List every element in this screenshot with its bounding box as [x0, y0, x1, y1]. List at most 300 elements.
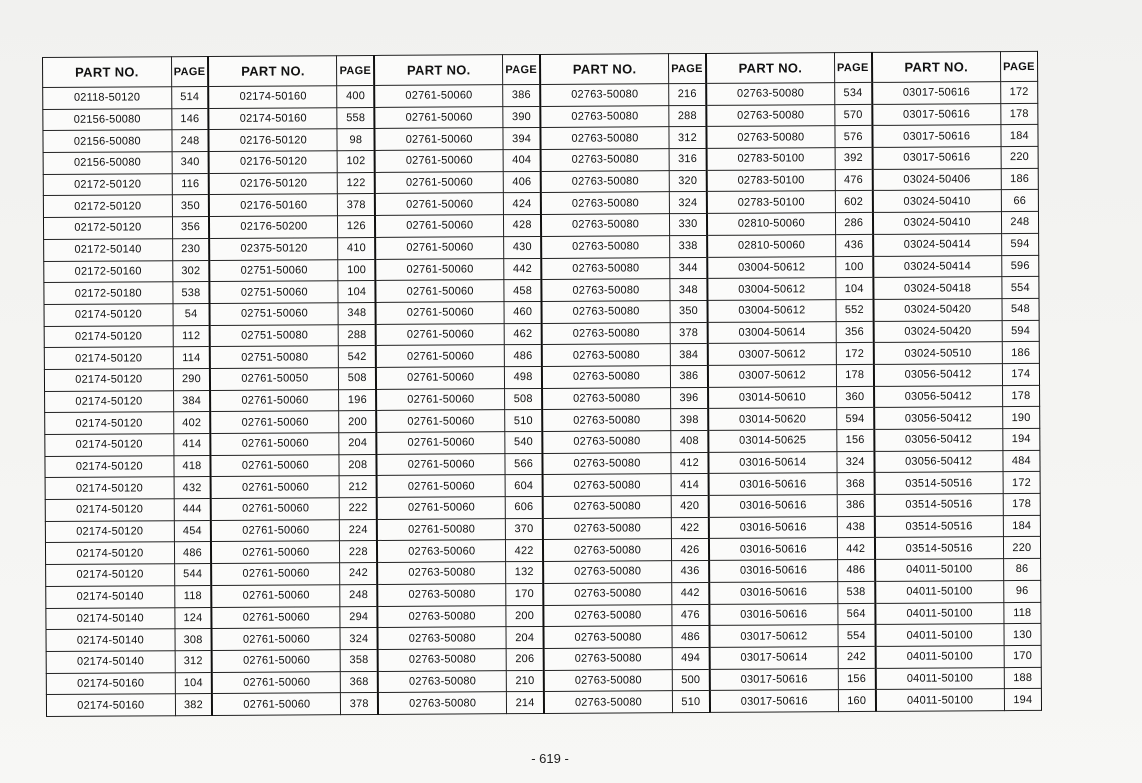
page-cell: 242 — [838, 646, 875, 668]
page-cell: 286 — [835, 213, 872, 235]
part-number-cell: 02763-50080 — [378, 670, 507, 692]
part-number-cell: 02763-50080 — [542, 474, 671, 496]
page-cell: 436 — [672, 561, 709, 583]
part-number-cell: 02763-50080 — [540, 105, 669, 127]
page-cell: 130 — [1004, 624, 1041, 646]
part-number-cell: 02763-50080 — [706, 83, 835, 105]
part-number-cell: 03024-50414 — [873, 233, 1002, 255]
page-cell: 564 — [838, 603, 875, 625]
part-number-cell: 03024-50406 — [872, 168, 1001, 190]
page-cell: 378 — [338, 194, 375, 216]
page-cell: 604 — [505, 475, 542, 497]
part-number-cell: 02763-50080 — [542, 431, 671, 453]
page-cell: 408 — [671, 430, 708, 452]
part-number-cell: 03024-50410 — [872, 190, 1001, 212]
part-number-cell: 02174-50120 — [44, 325, 173, 347]
page-cell: 412 — [671, 452, 708, 474]
part-number-cell: 02761-50060 — [212, 585, 341, 607]
page-cell: 338 — [670, 235, 707, 257]
page-cell: 382 — [175, 694, 212, 716]
part-number-cell: 03016-50616 — [709, 581, 838, 603]
page-cell: 420 — [671, 495, 708, 517]
page-cell: 248 — [340, 584, 377, 606]
part-number-cell: 02761-50060 — [211, 498, 340, 520]
page-cell: 122 — [338, 172, 375, 194]
part-number-cell: 02761-50060 — [375, 280, 504, 302]
part-no-header: PART NO. — [374, 55, 503, 86]
page-cell: 454 — [174, 520, 211, 542]
part-number-cell: 02761-50060 — [376, 323, 505, 345]
page-cell: 98 — [337, 129, 374, 151]
part-number-cell: 02761-50060 — [376, 367, 505, 389]
page-cell: 486 — [672, 626, 709, 648]
table-body — [43, 81, 1042, 716]
page-cell: 494 — [672, 647, 709, 669]
part-number-cell: 03016-50616 — [708, 495, 837, 517]
part-number-cell: 02172-50140 — [44, 239, 173, 261]
part-number-cell: 03017-50612 — [709, 625, 838, 647]
page-cell: 102 — [338, 151, 375, 173]
page-cell: 486 — [505, 345, 542, 367]
part-number-cell: 03016-50616 — [709, 516, 838, 538]
part-number-cell: 02761-50060 — [374, 106, 503, 128]
part-number-cell: 02763-50060 — [377, 540, 506, 562]
part-number-cell: 02761-50060 — [376, 345, 505, 367]
page-cell: 288 — [669, 105, 706, 127]
page-cell: 360 — [836, 386, 873, 408]
part-number-cell: 03514-50516 — [874, 494, 1003, 516]
page-cell: 554 — [838, 625, 875, 647]
page-cell: 200 — [339, 411, 376, 433]
page-cell: 348 — [338, 302, 375, 324]
page-cell: 384 — [670, 344, 707, 366]
part-number-cell: 02174-50160 — [46, 694, 175, 717]
part-number-cell: 02763-50080 — [541, 257, 670, 279]
page-cell: 542 — [339, 346, 376, 368]
part-number-cell: 02763-50080 — [543, 496, 672, 518]
page-cell: 54 — [173, 303, 210, 325]
part-number-cell: 02761-50060 — [375, 258, 504, 280]
part-number-cell: 02763-50080 — [541, 170, 670, 192]
part-number-cell: 02763-50080 — [544, 691, 673, 714]
part-number-cell: 03017-50614 — [709, 647, 838, 669]
part-number-cell: 03017-50616 — [710, 668, 839, 690]
page-cell: 402 — [173, 412, 210, 434]
page-cell: 170 — [1004, 645, 1041, 667]
page-cell: 458 — [504, 280, 541, 302]
part-number-cell: 02176-50120 — [209, 129, 338, 151]
page-cell: 340 — [172, 152, 209, 174]
part-number-cell: 02763-50080 — [377, 605, 506, 627]
part-number-cell: 03017-50616 — [710, 690, 839, 713]
page-cell: 514 — [171, 86, 208, 108]
part-number-cell: 03004-50612 — [707, 256, 836, 278]
part-number-cell: 02761-50060 — [376, 302, 505, 324]
page-cell: 308 — [175, 629, 212, 651]
part-number-cell: 02763-50080 — [378, 649, 507, 671]
part-number-cell: 03024-50510 — [873, 342, 1002, 364]
part-number-cell: 02763-50080 — [541, 214, 670, 236]
page-cell: 126 — [338, 216, 375, 238]
part-number-cell: 03016-50616 — [709, 603, 838, 625]
part-number-cell: 02763-50080 — [543, 561, 672, 583]
page-cell: 214 — [507, 692, 544, 714]
part-number-cell: 02172-50160 — [44, 260, 173, 282]
page-cell: 324 — [340, 628, 377, 650]
page-cell: 558 — [337, 107, 374, 129]
part-number-cell: 03014-50620 — [708, 408, 837, 430]
part-number-cell: 03056-50412 — [874, 385, 1003, 407]
page-cell: 156 — [837, 429, 874, 451]
page-cell: 370 — [506, 518, 543, 540]
part-number-cell: 02176-50120 — [209, 151, 338, 173]
part-number-cell: 02751-50060 — [210, 259, 339, 281]
part-number-cell: 02761-50050 — [210, 368, 339, 390]
part-number-cell: 04011-50100 — [875, 624, 1004, 646]
page-cell: 432 — [174, 477, 211, 499]
page-cell: 510 — [672, 691, 709, 713]
page-cell: 368 — [341, 671, 378, 693]
part-number-cell: 02761-50060 — [374, 85, 503, 107]
page-cell: 188 — [1004, 667, 1041, 689]
part-number-cell: 03056-50412 — [874, 429, 1003, 451]
page-cell: 368 — [837, 473, 874, 495]
part-number-cell: 03024-50410 — [873, 212, 1002, 234]
page-cell: 210 — [507, 670, 544, 692]
part-number-cell: 02763-50080 — [540, 127, 669, 149]
page-cell: 230 — [172, 238, 209, 260]
page-cell: 390 — [503, 106, 540, 128]
part-number-cell: 02761-50060 — [375, 193, 504, 215]
part-number-cell: 02174-50140 — [46, 629, 175, 651]
part-number-cell: 02763-50080 — [377, 583, 506, 605]
part-number-cell: 02763-50080 — [544, 669, 673, 691]
page-cell: 194 — [1004, 689, 1041, 711]
part-number-cell: 02761-50060 — [375, 150, 504, 172]
part-number-cell: 03024-50420 — [873, 320, 1002, 342]
part-number-cell: 02761-50060 — [211, 563, 340, 585]
part-number-cell: 02761-50060 — [211, 454, 340, 476]
page-cell: 594 — [837, 408, 874, 430]
page-cell: 566 — [505, 453, 542, 475]
page-cell: 212 — [340, 476, 377, 498]
part-number-cell: 02761-50060 — [375, 128, 504, 150]
page-cell: 602 — [835, 191, 872, 213]
page-cell: 410 — [338, 237, 375, 259]
page-cell: 594 — [1001, 233, 1038, 255]
page-cell: 116 — [172, 173, 209, 195]
page-cell: 508 — [339, 367, 376, 389]
page-cell: 200 — [506, 605, 543, 627]
page-cell: 178 — [1003, 493, 1040, 515]
page-cell: 500 — [672, 669, 709, 691]
page-cell: 386 — [503, 84, 540, 106]
page-cell: 316 — [669, 149, 706, 171]
part-number-cell: 02761-50080 — [377, 518, 506, 540]
page-cell: 442 — [837, 538, 874, 560]
part-number-cell: 02761-50060 — [375, 236, 504, 258]
page-cell: 476 — [672, 604, 709, 626]
page-cell: 194 — [1002, 428, 1039, 450]
part-number-cell: 02761-50060 — [377, 475, 506, 497]
part-number-cell: 03016-50616 — [709, 560, 838, 582]
page-cell: 186 — [1002, 342, 1039, 364]
part-number-cell: 02751-50080 — [210, 346, 339, 368]
part-number-cell: 03007-50612 — [708, 343, 837, 365]
part-number-cell: 02761-50060 — [211, 541, 340, 563]
part-number-cell: 03007-50612 — [708, 365, 837, 387]
page-cell: 216 — [669, 83, 706, 105]
page-cell: 124 — [175, 607, 212, 629]
part-number-cell: 02172-50120 — [43, 195, 172, 217]
part-number-cell: 02174-50120 — [44, 304, 173, 326]
parts-index-table — [42, 51, 1042, 717]
page-cell: 224 — [340, 519, 377, 541]
page-cell: 290 — [173, 368, 210, 390]
part-number-cell: 02763-50080 — [542, 387, 671, 409]
page-cell: 414 — [173, 433, 210, 455]
part-number-cell: 04011-50100 — [875, 689, 1004, 712]
page-cell: 508 — [505, 388, 542, 410]
part-number-cell: 02375-50120 — [209, 238, 338, 260]
page-cell: 344 — [670, 257, 707, 279]
page-cell: 534 — [835, 82, 872, 104]
part-number-cell: 03017-50616 — [872, 103, 1001, 125]
page-cell: 400 — [337, 85, 374, 107]
part-number-cell: 02751-50060 — [210, 281, 339, 303]
page-cell: 196 — [339, 389, 376, 411]
part-number-cell: 02172-50120 — [43, 173, 172, 195]
page-cell: 222 — [340, 498, 377, 520]
part-number-cell: 02751-50060 — [210, 303, 339, 325]
part-number-cell: 02174-50120 — [45, 477, 174, 499]
part-number-cell: 02761-50060 — [376, 410, 505, 432]
part-number-cell: 04011-50100 — [875, 559, 1004, 581]
part-number-cell: 02172-50180 — [44, 282, 173, 304]
page-cell: 86 — [1003, 559, 1040, 581]
part-number-cell: 02763-50080 — [541, 192, 670, 214]
page-cell: 160 — [838, 690, 875, 712]
page-cell: 118 — [1004, 602, 1041, 624]
part-number-cell: 02810-50060 — [707, 234, 836, 256]
page-cell: 596 — [1001, 255, 1038, 277]
table-row — [46, 689, 1041, 717]
part-number-cell: 04011-50100 — [875, 602, 1004, 624]
page-cell: 552 — [836, 299, 873, 321]
page-cell: 228 — [340, 541, 377, 563]
page-cell: 418 — [174, 455, 211, 477]
part-number-cell: 02174-50120 — [44, 369, 173, 391]
part-number-cell: 02763-50080 — [706, 104, 835, 126]
page-cell: 190 — [1002, 407, 1039, 429]
page-header: PAGE — [171, 56, 208, 86]
part-number-cell: 02763-50080 — [543, 517, 672, 539]
page-cell: 384 — [173, 390, 210, 412]
part-number-cell: 02763-50080 — [543, 539, 672, 561]
part-number-cell: 03014-50625 — [708, 430, 837, 452]
part-number-cell: 02172-50120 — [43, 217, 172, 239]
part-number-cell: 02174-50120 — [44, 347, 173, 369]
part-no-header: PART NO. — [872, 52, 1001, 83]
part-number-cell: 02761-50060 — [376, 432, 505, 454]
part-number-cell: 02763-50080 — [543, 582, 672, 604]
page-cell: 204 — [506, 627, 543, 649]
part-number-cell: 02763-50080 — [542, 366, 671, 388]
part-number-cell: 02763-50080 — [542, 409, 671, 431]
page-cell: 378 — [670, 322, 707, 344]
part-no-header: PART NO. — [706, 53, 835, 84]
part-number-cell: 02763-50080 — [542, 344, 671, 366]
part-number-cell: 02761-50060 — [211, 519, 340, 541]
page-cell: 104 — [836, 278, 873, 300]
part-number-cell: 03016-50616 — [708, 473, 837, 495]
part-number-cell: 02761-50060 — [210, 389, 339, 411]
part-number-cell: 02174-50120 — [45, 542, 174, 564]
page-cell: 398 — [671, 409, 708, 431]
page-cell: 510 — [505, 410, 542, 432]
part-number-cell: 02761-50060 — [376, 388, 505, 410]
page-cell: 174 — [1002, 363, 1039, 385]
page-header: PAGE — [669, 53, 706, 83]
part-no-header: PART NO. — [43, 57, 172, 88]
page-cell: 386 — [670, 365, 707, 387]
page-cell: 350 — [670, 300, 707, 322]
page-cell: 548 — [1002, 298, 1039, 320]
part-number-cell: 02761-50060 — [212, 606, 341, 628]
page-cell: 104 — [175, 672, 212, 694]
page-cell: 406 — [503, 171, 540, 193]
part-number-cell: 02763-50080 — [541, 279, 670, 301]
page-cell: 426 — [672, 539, 709, 561]
part-number-cell: 02176-50200 — [209, 216, 338, 238]
part-number-cell: 02763-50080 — [544, 648, 673, 670]
page-cell: 348 — [670, 279, 707, 301]
page-cell: 294 — [340, 606, 377, 628]
part-number-cell: 03017-50616 — [872, 125, 1001, 147]
part-number-cell: 03016-50614 — [708, 451, 837, 473]
part-number-cell: 02761-50060 — [211, 476, 340, 498]
part-number-cell: 02763-50080 — [541, 301, 670, 323]
page-cell: 486 — [174, 542, 211, 564]
part-number-cell: 02174-50160 — [209, 107, 338, 129]
part-number-cell: 02761-50060 — [210, 411, 339, 433]
part-number-cell: 02174-50120 — [45, 455, 174, 477]
part-number-cell: 02174-50120 — [45, 412, 174, 434]
page-cell: 178 — [1001, 103, 1038, 125]
part-number-cell: 02763-50080 — [541, 149, 670, 171]
page-cell: 422 — [671, 517, 708, 539]
page-cell: 118 — [174, 585, 211, 607]
part-number-cell: 02761-50060 — [212, 671, 341, 693]
part-number-cell: 02118-50120 — [43, 87, 172, 109]
part-number-cell: 02174-50120 — [45, 520, 174, 542]
page-cell: 462 — [504, 323, 541, 345]
part-number-cell: 03017-50616 — [872, 147, 1001, 169]
part-number-cell: 02174-50140 — [46, 651, 175, 673]
page-cell: 100 — [836, 256, 873, 278]
page-cell: 438 — [837, 516, 874, 538]
part-number-cell: 03014-50610 — [708, 386, 837, 408]
page-cell: 184 — [1003, 515, 1040, 537]
part-number-cell: 02176-50120 — [209, 172, 338, 194]
part-number-cell: 02156-50080 — [43, 108, 172, 130]
page-cell: 66 — [1001, 190, 1038, 212]
page-cell: 206 — [506, 648, 543, 670]
page-cell: 302 — [172, 260, 209, 282]
page-cell: 484 — [1003, 450, 1040, 472]
page-cell: 538 — [838, 581, 875, 603]
page-number: - 619 - — [531, 751, 569, 766]
page-cell: 386 — [837, 494, 874, 516]
part-number-cell: 02176-50160 — [209, 194, 338, 216]
page-cell: 414 — [671, 474, 708, 496]
page-cell: 460 — [504, 301, 541, 323]
part-number-cell: 03056-50412 — [874, 407, 1003, 429]
page-cell: 442 — [672, 582, 709, 604]
page-cell: 242 — [340, 563, 377, 585]
page-cell: 442 — [504, 258, 541, 280]
part-number-cell: 04011-50100 — [875, 667, 1004, 689]
part-number-cell: 03514-50516 — [874, 472, 1003, 494]
part-number-cell: 02761-50060 — [375, 171, 504, 193]
part-number-cell: 03024-50414 — [873, 255, 1002, 277]
page-cell: 356 — [836, 321, 873, 343]
page-cell: 356 — [172, 217, 209, 239]
part-number-cell: 02761-50060 — [212, 628, 341, 650]
page-cell: 178 — [1002, 385, 1039, 407]
page-cell: 96 — [1003, 580, 1040, 602]
page-cell: 424 — [504, 193, 541, 215]
page-cell: 248 — [1001, 212, 1038, 234]
page-cell: 428 — [504, 215, 541, 237]
page-cell: 204 — [339, 432, 376, 454]
page-cell: 486 — [837, 560, 874, 582]
part-number-cell: 02763-50080 — [541, 235, 670, 257]
page-cell: 476 — [835, 169, 872, 191]
part-number-cell: 02783-50100 — [707, 191, 836, 213]
part-number-cell: 02763-50080 — [543, 626, 672, 648]
page-cell: 392 — [835, 147, 872, 169]
part-number-cell: 04011-50100 — [875, 580, 1004, 602]
page-cell: 172 — [1003, 472, 1040, 494]
page-cell: 288 — [339, 324, 376, 346]
part-number-cell: 02763-50080 — [378, 627, 507, 649]
part-number-cell: 02761-50060 — [377, 497, 506, 519]
part-no-header: PART NO. — [540, 54, 669, 85]
part-number-cell: 04011-50100 — [875, 646, 1004, 668]
page-cell: 186 — [1001, 168, 1038, 190]
page-header: PAGE — [503, 54, 540, 84]
part-number-cell: 02761-50060 — [377, 453, 506, 475]
page-cell: 538 — [173, 282, 210, 304]
part-number-cell: 03024-50420 — [873, 299, 1002, 321]
part-number-cell: 02763-50080 — [378, 692, 507, 715]
page-cell: 324 — [669, 192, 706, 214]
part-number-cell: 03017-50616 — [872, 82, 1001, 104]
page-cell: 184 — [1001, 125, 1038, 147]
page-cell: 146 — [171, 108, 208, 130]
page-cell: 378 — [341, 693, 378, 715]
part-number-cell: 02810-50060 — [707, 213, 836, 235]
part-number-cell: 02174-50140 — [46, 607, 175, 629]
part-number-cell: 03056-50412 — [873, 364, 1002, 386]
part-number-cell: 02761-50060 — [212, 693, 341, 716]
page-cell: 172 — [836, 343, 873, 365]
page-cell: 220 — [1003, 537, 1040, 559]
page-cell: 172 — [1000, 81, 1037, 103]
part-number-cell: 02174-50120 — [46, 564, 175, 586]
page-cell: 576 — [835, 126, 872, 148]
